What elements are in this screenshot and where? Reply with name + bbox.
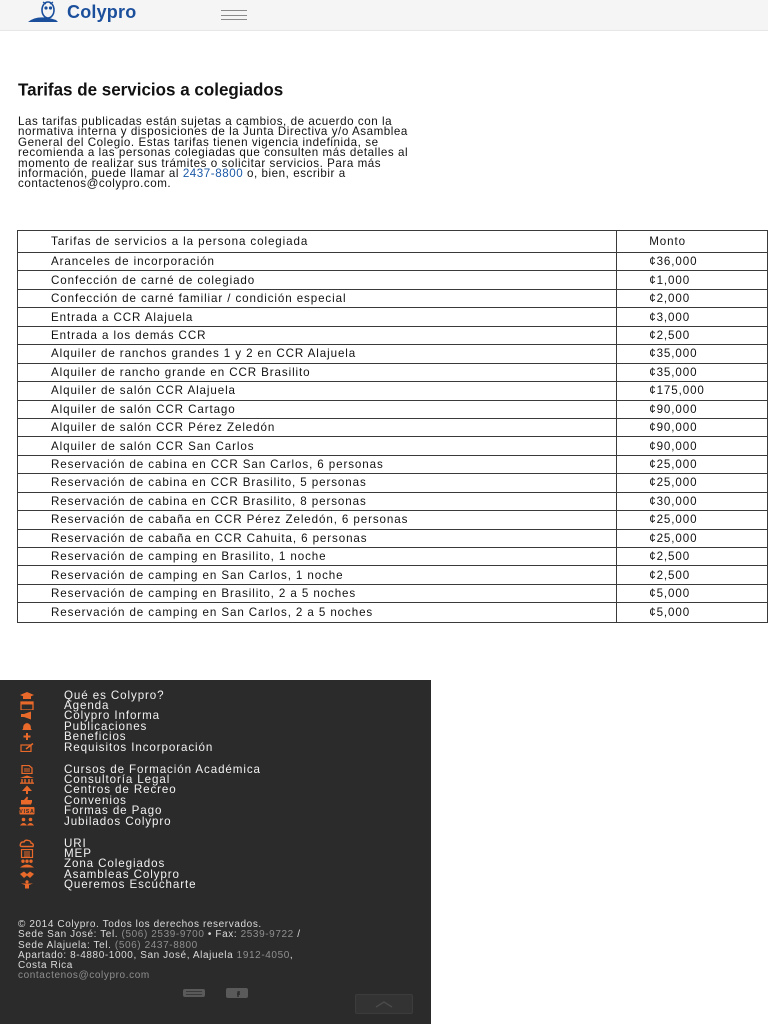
footer-nav-label: Beneficios bbox=[64, 730, 127, 744]
copyright: © 2014 Colypro. Todos los derechos reservados. bbox=[18, 919, 262, 930]
footer-nav-label: Formas de Pago bbox=[64, 804, 163, 818]
footer-email-link[interactable]: contactenos@colypro.com bbox=[18, 970, 150, 982]
table-row bbox=[18, 253, 768, 271]
fax-label: • Fax: bbox=[204, 929, 241, 941]
table-row bbox=[18, 492, 768, 510]
footer-nav-label: MEP bbox=[64, 847, 92, 861]
footer-nav-label: Agenda bbox=[64, 699, 110, 713]
footer-nav-item[interactable] bbox=[0, 816, 261, 826]
intro-text: Las tarifas publicadas están sujetas a cambios, de acuerdo con la normativa interna y disposiciones de la Junta Directiva y/o Asamblea General del Colegio. Estas tarifas tienen vigencia indefinida, se recomienda a las personas colegiadas que consulten más detalles al momento de realizar sus trámites o solicitar servicios. Para más información, puede llamar al bbox=[18, 115, 409, 181]
service-name-cell: Reservación de cabina en CCR San Carlos, 6 personas bbox=[18, 455, 617, 473]
page-title: Tarifas de servicios a colegiados bbox=[18, 79, 284, 100]
building-icon bbox=[18, 849, 36, 858]
table-row bbox=[18, 529, 768, 547]
amount-cell: ¢1,000 bbox=[617, 271, 768, 289]
users-icon bbox=[18, 859, 36, 868]
sede-al-phone[interactable]: (506) 2437-8800 bbox=[114, 939, 198, 951]
tariffs-table bbox=[17, 230, 768, 623]
service-name-cell: Reservación de cabaña en CCR Pérez Zeledón, 6 personas bbox=[18, 511, 617, 529]
amount-cell: ¢25,000 bbox=[617, 529, 768, 547]
amount-cell: ¢90,000 bbox=[617, 400, 768, 418]
footer-nav-item[interactable] bbox=[0, 742, 213, 752]
amount-cell: ¢25,000 bbox=[617, 511, 768, 529]
youtube-icon[interactable] bbox=[183, 988, 205, 998]
edit-icon bbox=[18, 743, 36, 752]
table-row bbox=[18, 400, 768, 418]
service-name-cell: Alquiler de ranchos grandes 1 y 2 en CCR Alajuela bbox=[18, 345, 617, 363]
footer-nav-label: Queremos Escucharte bbox=[64, 878, 197, 892]
tree-icon bbox=[18, 785, 36, 794]
service-name-cell: Reservación de camping en San Carlos, 2 a 5 noches bbox=[18, 603, 617, 623]
fax-number[interactable]: 2539-9722 bbox=[240, 929, 294, 941]
service-name-cell: Reservación de cabina en CCR Brasilito, 8 personas bbox=[18, 492, 617, 510]
table-row bbox=[18, 511, 768, 529]
sede-sj-label: Sede San José: Tel. bbox=[18, 929, 122, 941]
apartado-label: Apartado: 8-4880-1000, San José, Alajuela bbox=[18, 949, 237, 961]
amount-cell: ¢2,500 bbox=[617, 566, 768, 584]
footer-nav-item[interactable] bbox=[0, 880, 196, 890]
sede-sj-phone[interactable]: (506) 2539-9700 bbox=[121, 929, 205, 941]
footer-nav-label: Jubilados Colypro bbox=[64, 814, 172, 828]
amount-cell: ¢25,000 bbox=[617, 455, 768, 473]
svg-text:VISA: VISA bbox=[19, 809, 35, 816]
footer-nav-label: Requisitos Incorporación bbox=[64, 740, 214, 754]
amount-cell: ¢2,500 bbox=[617, 326, 768, 344]
bell-icon bbox=[18, 722, 36, 731]
service-name-cell: Reservación de camping en Brasilito, 1 noche bbox=[18, 548, 617, 566]
top-navbar bbox=[0, 0, 768, 31]
footer-nav-label: Asambleas Colypro bbox=[64, 867, 180, 881]
service-name-cell: Reservación de camping en Brasilito, 2 a 5 noches bbox=[18, 584, 617, 602]
column-header-amount: Monto bbox=[617, 231, 768, 253]
footer-nav-label: URI bbox=[64, 836, 87, 850]
footer-nav-label: Publicaciones bbox=[64, 719, 148, 733]
bank-icon bbox=[18, 775, 36, 784]
amount-cell: ¢25,000 bbox=[617, 474, 768, 492]
footer-nav-group-2 bbox=[0, 764, 261, 826]
facebook-icon[interactable] bbox=[226, 988, 248, 998]
service-name-cell: Alquiler de salón CCR San Carlos bbox=[18, 437, 617, 455]
apartado-code[interactable]: 1912-4050 bbox=[236, 949, 290, 961]
service-name-cell: Reservación de camping en San Carlos, 1 noche bbox=[18, 566, 617, 584]
table-row bbox=[18, 566, 768, 584]
plus-icon bbox=[18, 732, 36, 741]
calendar-icon bbox=[18, 701, 36, 710]
footer-nav-label: Centros de Recreo bbox=[64, 783, 177, 797]
megaphone-icon bbox=[18, 711, 36, 720]
intro-text-end: o, bien, escribir a contactenos@colypro.com. bbox=[18, 167, 346, 191]
graduation-cap-icon bbox=[18, 691, 36, 700]
footer-nav-label: Colypro Informa bbox=[64, 709, 160, 723]
hamburger-icon[interactable] bbox=[221, 10, 247, 20]
table-row bbox=[18, 345, 768, 363]
visa-card-icon bbox=[18, 806, 36, 815]
amount-cell: ¢90,000 bbox=[617, 437, 768, 455]
footer-nav-label: Cursos de Formación Académica bbox=[64, 762, 261, 776]
table-row bbox=[18, 326, 768, 344]
intro-paragraph bbox=[18, 117, 418, 190]
apartado bbox=[18, 951, 428, 961]
thumbs-up-icon bbox=[18, 796, 36, 805]
table-row bbox=[18, 437, 768, 455]
table-row bbox=[18, 418, 768, 436]
footer-nav-group-1 bbox=[0, 690, 213, 752]
table-row bbox=[18, 548, 768, 566]
fax-separator: / bbox=[293, 929, 301, 941]
amount-cell: ¢3,000 bbox=[617, 308, 768, 326]
document-icon bbox=[18, 765, 36, 774]
phone-link[interactable]: 2437-8800 bbox=[182, 167, 244, 181]
service-name-cell: Entrada a los demás CCR bbox=[18, 326, 617, 344]
group-icon bbox=[18, 817, 36, 826]
service-name-cell: Confección de carné de colegiado bbox=[18, 271, 617, 289]
footer-nav-group-3 bbox=[0, 838, 196, 890]
amount-cell: ¢36,000 bbox=[617, 253, 768, 271]
amount-cell: ¢90,000 bbox=[617, 418, 768, 436]
service-name-cell: Alquiler de salón CCR Pérez Zeledón bbox=[18, 418, 617, 436]
table-row bbox=[18, 363, 768, 381]
amount-cell: ¢175,000 bbox=[617, 382, 768, 400]
column-header-service: Tarifas de servicios a la persona colegiada bbox=[18, 231, 617, 253]
table-row bbox=[18, 603, 768, 623]
amount-cell: ¢5,000 bbox=[617, 584, 768, 602]
service-name-cell: Alquiler de salón CCR Alajuela bbox=[18, 382, 617, 400]
cloud-icon bbox=[18, 839, 36, 848]
service-name-cell: Reservación de cabaña en CCR Cahuita, 6 personas bbox=[18, 529, 617, 547]
amount-cell: ¢5,000 bbox=[617, 603, 768, 623]
footer-nav-label: Qué es Colypro? bbox=[64, 688, 165, 702]
table-row bbox=[18, 271, 768, 289]
amount-cell: ¢2,500 bbox=[617, 548, 768, 566]
footer-nav-item[interactable] bbox=[0, 785, 261, 795]
footer-nav-label: Convenios bbox=[64, 793, 127, 807]
footer-nav-item[interactable] bbox=[0, 838, 196, 848]
table-row bbox=[18, 289, 768, 307]
person-icon bbox=[18, 880, 36, 889]
country: Costa Rica bbox=[18, 960, 73, 972]
apartado-end: , bbox=[289, 949, 294, 961]
table-row bbox=[18, 455, 768, 473]
table-row bbox=[18, 382, 768, 400]
handshake-icon bbox=[18, 870, 36, 879]
service-name-cell: Entrada a CCR Alajuela bbox=[18, 308, 617, 326]
footer-nav-label: Zona Colegiados bbox=[64, 857, 166, 871]
service-name-cell: Reservación de cabina en CCR Brasilito, 5 personas bbox=[18, 474, 617, 492]
amount-cell: ¢35,000 bbox=[617, 363, 768, 381]
owl-logo-icon bbox=[26, 0, 66, 24]
service-name-cell: Aranceles de incorporación bbox=[18, 253, 617, 271]
service-name-cell: Alquiler de salón CCR Cartago bbox=[18, 400, 617, 418]
brand-name: Colypro bbox=[67, 1, 137, 22]
service-name-cell: Alquiler de rancho grande en CCR Brasilito bbox=[18, 363, 617, 381]
table-row bbox=[18, 584, 768, 602]
table-row bbox=[18, 308, 768, 326]
amount-cell: ¢35,000 bbox=[617, 345, 768, 363]
table-header-row bbox=[18, 231, 768, 253]
table-row bbox=[18, 474, 768, 492]
site-footer bbox=[0, 680, 431, 1024]
amount-cell: ¢2,000 bbox=[617, 289, 768, 307]
service-name-cell: Confección de carné familiar / condición especial bbox=[18, 289, 617, 307]
chevron-up-icon bbox=[374, 1000, 394, 1008]
back-to-top-button[interactable] bbox=[355, 994, 413, 1014]
footer-nav-label: Consultoría Legal bbox=[64, 773, 171, 787]
sede-al-label: Sede Alajuela: Tel. bbox=[18, 939, 115, 951]
footer-contact bbox=[18, 920, 428, 982]
brand-logo[interactable] bbox=[26, 0, 136, 24]
amount-cell: ¢30,000 bbox=[617, 492, 768, 510]
